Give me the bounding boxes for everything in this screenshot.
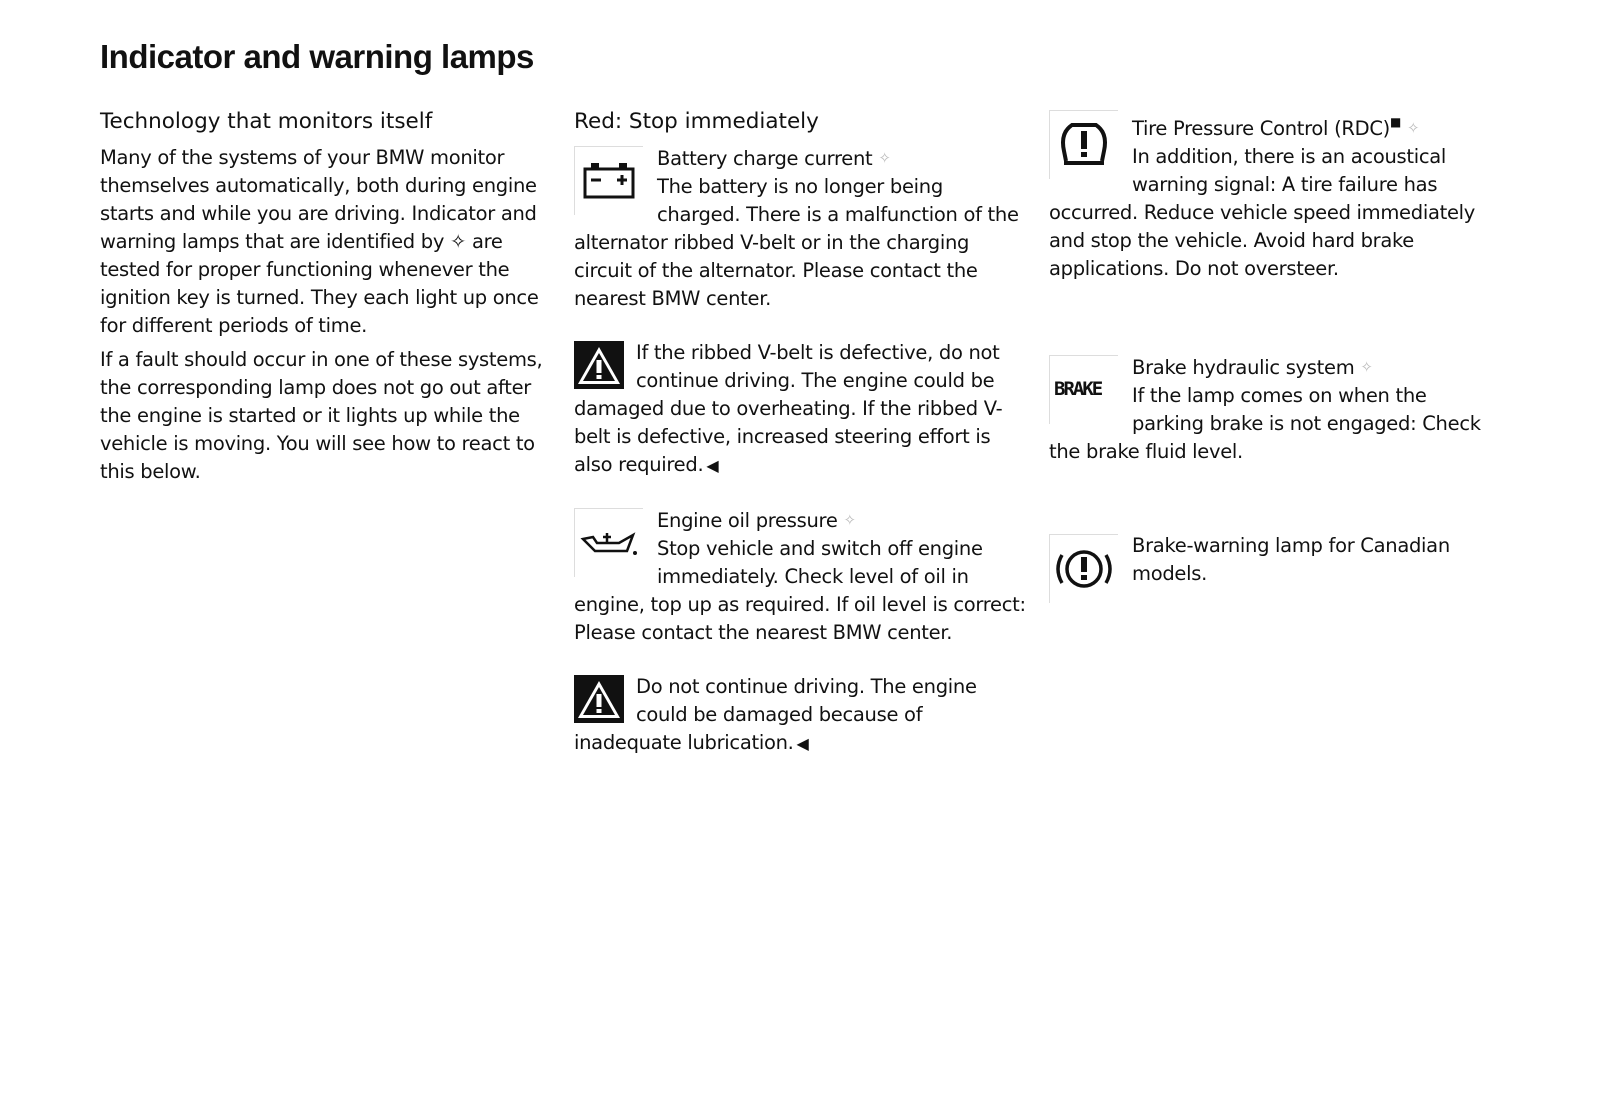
oil-warning-entry: [574, 673, 1029, 758]
end-of-section-icon: ◀: [796, 734, 809, 753]
section-heading-red-stop: Red: Stop immediately: [574, 109, 819, 134]
overview-paragraph-1: Many of the systems of your BMW monitor themselves automatically, both during engine starts and while you are driving. Indicator and warning lamps that are identified by ✧ are tested for proper functioning whenever the ignition key is turned. They each light up once for different periods of time.: [100, 146, 539, 337]
warning-triangle-icon: [574, 675, 624, 723]
column-overview: [100, 108, 555, 492]
sparkle-icon: ✧: [843, 511, 856, 529]
belt-warning-entry: [574, 339, 1029, 480]
sparkle-icon: ✧: [878, 149, 891, 167]
rdc-text: In addition, there is an acoustical warning signal: A tire failure has occurred. Reduce vehicle speed immediately and stop the vehicle. Avoid hard brake applications. Do not oversteer.: [1049, 145, 1475, 280]
brake-icon-label: BRAKE: [1054, 378, 1102, 400]
canada-brake-entry: [1049, 532, 1504, 588]
belt-warning-text: If the ribbed V-belt is defective, do not continue driving. The engine could be damaged due to overheating. If the ribbed V-belt is defective, increased steering effort is also required.: [574, 341, 1003, 476]
brake-circle-icon: [1049, 534, 1118, 603]
rdc-entry: [1049, 108, 1504, 283]
oil-title: Engine oil pressure ✧: [657, 509, 856, 532]
oil-warning-text: Do not continue driving. The engine could be damaged because of inadequate lubrication.: [574, 675, 977, 754]
battery-title: Battery charge current ✧: [657, 147, 891, 170]
column-red-stop: [574, 108, 1029, 784]
brake-text: If the lamp comes on when the parking brake is not engaged: Check the brake fluid level.: [1049, 384, 1481, 463]
overview-paragraph-2: If a fault should occur in one of these systems, the corresponding lamp does not go out after the engine is started or it lights up while the vehicle is moving. You will see how to react to this below.: [100, 348, 543, 483]
rdc-title: Tire Pressure Control (RDC)■ ✧: [1132, 115, 1420, 140]
tire-pressure-icon: [1049, 110, 1118, 179]
oil-text: Stop vehicle and switch off engine immediately. Check level of oil in engine, top up as required. If oil level is correct: Please contact the nearest BMW center.: [574, 537, 1026, 644]
oil-can-icon: [574, 508, 643, 577]
column-brake-tire: [1049, 108, 1504, 614]
battery-text: The battery is no longer being charged. There is a malfunction of the alternator ribbed V-belt or in the charging circuit of the alternator. Please contact the nearest BMW center.: [574, 175, 1019, 310]
brake-entry: [1049, 353, 1504, 466]
asterisk-marker: ■: [1389, 115, 1402, 129]
canada-brake-text: Brake-warning lamp for Canadian models.: [1132, 534, 1450, 585]
brake-icon: [1049, 355, 1118, 424]
oil-entry: [574, 506, 1029, 647]
brake-title: Brake hydraulic system ✧: [1132, 356, 1373, 379]
battery-icon: [574, 146, 643, 215]
sparkle-icon: ✧: [1360, 358, 1373, 376]
warning-triangle-icon: [574, 341, 624, 389]
battery-entry: [574, 144, 1029, 313]
end-of-section-icon: ◀: [706, 456, 719, 475]
page-title: Indicator and warning lamps: [100, 38, 534, 75]
sparkle-icon: ✧: [1407, 119, 1420, 137]
section-heading-technology: Technology that monitors itself: [100, 109, 433, 134]
